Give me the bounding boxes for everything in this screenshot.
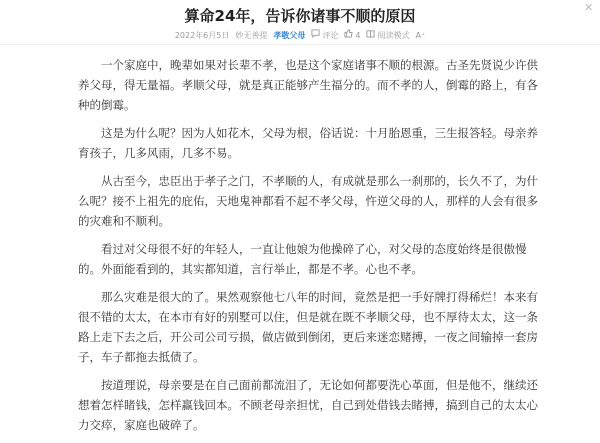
article-meta <box>0 29 600 42</box>
reading-mode-button[interactable] <box>366 29 409 42</box>
paragraph: 从古至今，忠臣出于孝子之门，不孝顺的人，有成就是那么一刹那的，长久不了，为什么呢？接不上祖先的庇佑，天地鬼神都看不起不孝父母，忤逆父母的人，那样的人会有很多的灾难和不顺利。 <box>78 174 538 228</box>
publish-date: 2022年6月5日 <box>174 30 230 40</box>
article-body <box>78 55 548 443</box>
source-name[interactable]: 妙无善提 <box>235 30 268 40</box>
header-divider <box>0 44 600 45</box>
comment-icon <box>311 29 320 42</box>
comment-link[interactable] <box>311 29 338 42</box>
like-count[interactable] <box>344 29 360 42</box>
paragraph: 那么灾难是很大的了。果然观察他七八年的时间，竟然是把一手好牌打得稀烂！本来有很不错的太太，在本市有好的别墅可以住，但是就在既不孝顺父母，也不厚待太太，这一条路上走下去之后，开公司公司亏损，做店做到倒闭，更后来迷恋赌搏，一夜之间输掉一套房子，车子都拖去抵债了。 <box>78 290 538 364</box>
book-icon <box>366 29 375 42</box>
reading-mode-label: 阅读模式 <box>377 30 410 40</box>
author-name[interactable]: 孝敬父母 <box>273 30 306 40</box>
article-title: 算命24年，告诉你诸事不顺的原因 <box>184 7 416 25</box>
thumb-icon <box>344 29 353 42</box>
close-icon[interactable]: ✕ <box>584 1 594 14</box>
paragraph: 这是为什么呢？因为人如花木，父母为根，俗话说：十月胎恩重，三生报答轻。母亲养育孩子，几多风雨，几多不易。 <box>78 126 538 160</box>
comment-label: 评论 <box>322 30 339 40</box>
paragraph: 一个家庭中，晚辈如果对长辈不孝，也是这个家庭诸事不顺的根源。古圣先贤说少许供养父母，得无量福。孝顺父母，就是真正能够产生福分的。而不孝的人，倒霉的路上，有各种的倒霉。 <box>78 58 538 112</box>
font-size-button[interactable]: A⁺ <box>415 30 426 40</box>
paragraph: 按道理说，母亲要是在自己面前都流泪了，无论如何都要洗心革面，但是他不，继续还想着怎样睹钱，怎样赢钱回本。不顾老母亲担忧，自己到处借钱去睹搏，搞到自己的太太心力交瘁，家庭也破碎了。 <box>78 378 538 432</box>
paragraph: 看过对父母很不好的年轻人，一直让他娘为他操碎了心，对父母的态度始终是很傲慢的。外面能看到的，其实都知道，言行举止，都是不孝。心也不孝。 <box>78 242 527 276</box>
comment-count: 4 <box>355 30 361 40</box>
